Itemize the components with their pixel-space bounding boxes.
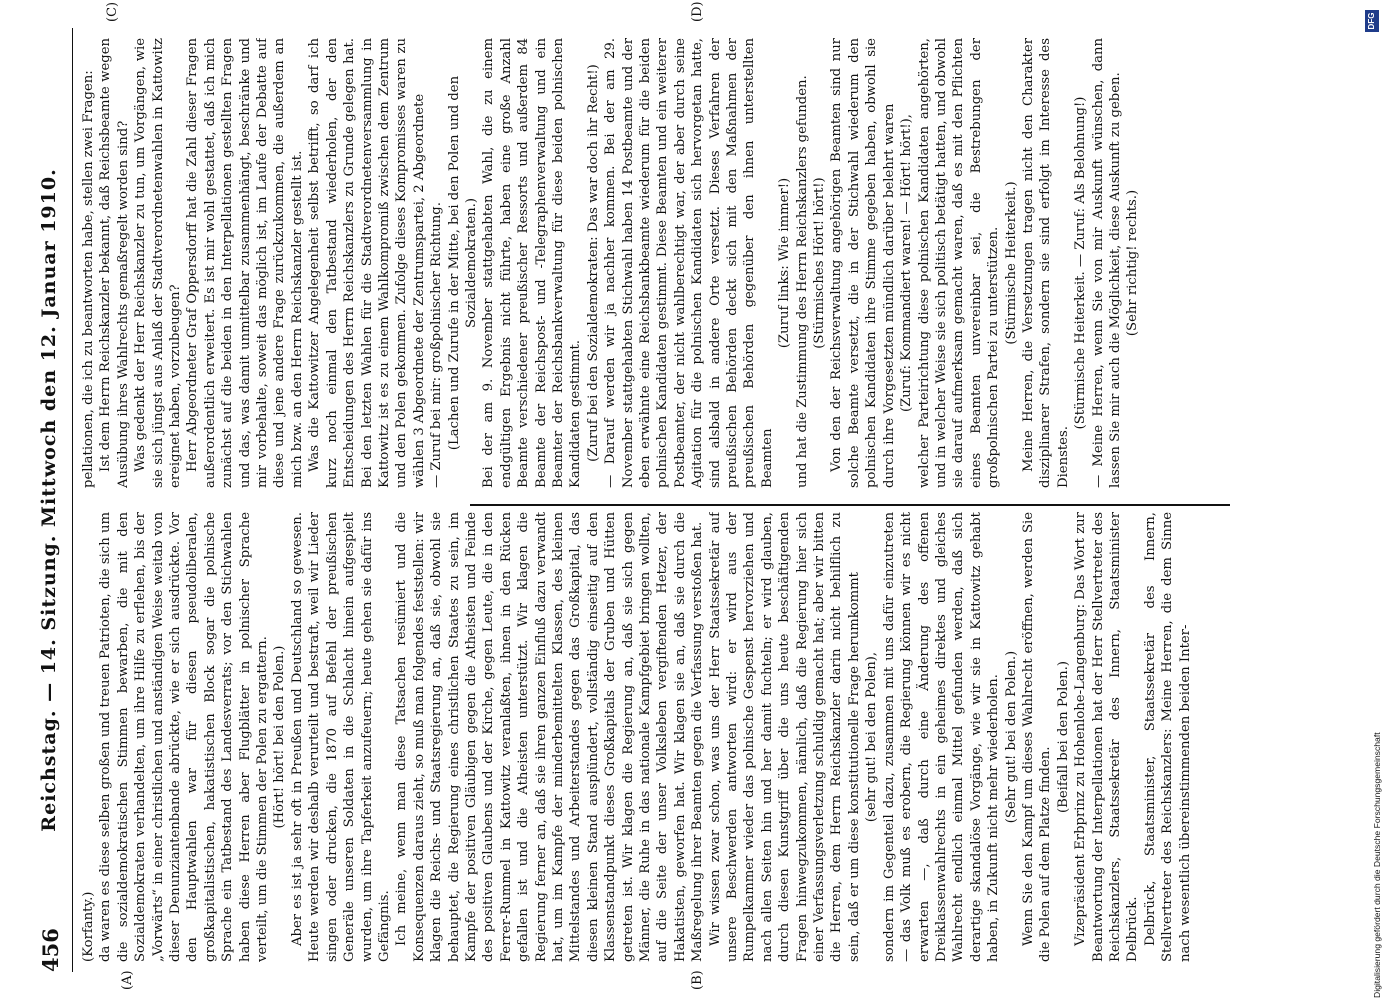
paragraph: Wir wissen zwar schon, was uns der Herr Staatssekretär auf unsere Beschwerden antworten wird: er wird aus der Rumpelkammer wieder das polnische Gespenst hervorziehen und nach allen Seiten hin und her damit fuchteln; er wird glauben, durch diesen Kunstgriff über die uns heute beschäftigenden Fragen hinwegzukommen, nämlich, daß die Regierung hier sich einer Verfassungsverletzung schuldig gemacht hat; aber wir bitten die Herren, dem Herrn Reichskanzler darin nicht behilflich zu sein, daß er um diese konstitutionelle Frage herumkommt bbox=[707, 512, 862, 962]
interjection: (Zuruf: Kommandiert waren! — Hört! hört!), bbox=[899, 114, 915, 413]
paragraph: Bei der am 9. November stattgehabten Wahl, die zu einem endgültigen Ergebnis nicht führte, haben eine große Anzahl Beamte verschiedener preußischer Ressorts und außerdem 84 Beamte der Reichspost- und -Telegraphenverwaltung und ein Beamter der Reichsbankverwaltung für diese beiden polnischen Kandidaten gestimmt. bbox=[481, 38, 584, 488]
header-rule bbox=[72, 28, 73, 972]
paragraph: Herr Abgeordneter Graf Oppersdorff hat die Zahl dieser Fragen außerordentlich erweitert. Es ist mir wohl gestattet, daß ich mich zunächst auf die beiden in den Interpellationen gestellten Fragen und das, was damit unmittelbar zusammenhängt, beschränke und mir vorbehalte, soweit das möglich ist, im Laufe der Debatte auf diese und jene andere Frage zurückzukommen, die außerdem an mich bzw. an den Herrn Reichskanzler gestellt ist. bbox=[185, 38, 305, 488]
paragraph: — Meine Herren, wenn Sie von mir Auskunft wünschen, dann lassen Sie mir auch die Möglichkeit, diese Auskunft zu geben. bbox=[1090, 38, 1123, 488]
paragraph: Meine Herren, die Versetzungen tragen nicht den Charakter disziplinarer Strafen, sondern sie sind erfolgt im Interesse des Dienstes. bbox=[1020, 38, 1071, 488]
paragraph: welcher Parteirichtung diese polnischen Kandidaten angehörten, und in welcher Weise sie sich politisch betätigt hatten, und obwohl sie darauf aufmerksam gemacht waren, daß es mit den Pflichten eines Beamten unvereinbar sei, die Bestrebungen der großpolnischen Partei zu unterstützen. bbox=[916, 38, 1002, 488]
paragraph: Aber es ist ja sehr oft in Preußen und Deutschland so gewesen. Heute werden wir deshalb verurteilt und bestraft, weil wir Lieder singen oder drucken, die 1870 auf Befehl der preußischen Generäle unseren Soldaten in die Schlacht hinein aufgespielt wurden, um ihre Tapferkeit anzufeuern; heute gehen sie dafür ins Gefängnis. bbox=[289, 512, 392, 962]
paragraph: Wenn Sie den Kampf um dieses Wahlrecht eröffnen, werden Sie die Polen auf dem Platze finden. bbox=[1020, 512, 1054, 962]
interjection: (Lachen und Zurufe in der Mitte, bei den Polen und den Sozialdemokraten.) bbox=[446, 75, 479, 451]
speaker-paragraph: Delbrück, Staatsminister, Staatssekretär des Innern, Stellvertreter des Reichskanzlers: Meine Herren, die dem Sinne nach wesentlich übereinstimmenden beiden Inter- bbox=[1142, 512, 1193, 962]
left-column bbox=[80, 512, 1240, 962]
margin-marker-a: (A) bbox=[120, 970, 135, 990]
running-title: Reichstag. — 14. Sitzung. Mittwoch den 12. Januar 1910. bbox=[38, 168, 60, 832]
interjection: (Zuruf links: Wie immer!) bbox=[777, 177, 793, 349]
digitization-credit: Digitalisierung gefördert durch die Deutsche Forschungsgemeinschaft bbox=[1372, 732, 1382, 998]
paragraph: pellationen, die ich zu beantworten habe, stellen zwei Fragen: bbox=[81, 70, 96, 488]
interjection: (Sehr richtig! rechts.) bbox=[1125, 189, 1141, 337]
interjection: (Stürmisches Hört! hört!) bbox=[812, 177, 828, 349]
interjection: (Beifall bei den Polen.) bbox=[1055, 661, 1071, 813]
paragraph: Was die Kattowitzer Angelegenheit selbst betrifft, so darf ich kurz noch einmal den Tatbestand wiederholen, der den Entscheidungen des Herrn Reichskanzlers zu Grunde gelegen hat. Bei den letzten Wahlen für die Stadtverordnetenversammlung in Kattowitz ist es zu einem Wahlkompromiß zwischen dem Zentrum und den Polen gekommen. Zufolge dieses Kompromisses waren zu wählen 3 Abgeordnete der Zentrumspartei, 2 Abgeordnete bbox=[307, 38, 427, 488]
speaker-announcement: Vizepräsident Erbprinz zu Hohenlohe-Langenburg: Das Wort zur Beantwortung der Interpellationen hat der Herr Stellvertreter des Reichskanzlers, Staatssekretär des Innern, Staatsminister Delbrück. bbox=[1073, 512, 1141, 962]
interjection: (Stürmische Heiterkeit. — Zuruf: Als Belohnung!) bbox=[1073, 96, 1089, 430]
paragraph: da waren es diese selben großen und treuen Patrioten, die sich um die sozialdemokratischen Stimmen bewarben, die mit den Sozialdemokraten verhandelten, um ihre Hilfe zu erflehen, bis der „Vorwärts“ in einer christlichen und anständigen Weise weitab von dieser Denunziantenbande abrückte, wie er sich ausdrückte. Vor den Hauptwahlen war für diesen pseudoliberalen, großkapitalistischen, hakatistischen Block sogar die polnische Sprache ein Tatbestand des Landesverrats; vor den Stichwahlen haben diese Herren aber Flugblätter in polnischer Sprache verteilt, um die Stimmen der Polen zu ergattern. bbox=[98, 512, 271, 962]
interjection: (Stürmische Heiterkeit.) bbox=[1003, 181, 1019, 345]
quoted-question: Ist dem Herrn Reichskanzler bekannt, daß Reichsbeamte wegen Ausübung ihres Wahlrechts gemaßregelt worden sind? bbox=[98, 38, 131, 488]
interjection: — Zuruf bei mir: großpolnischer Richtung. bbox=[429, 202, 445, 488]
interjection: (Sehr gut! bei den Polen.) bbox=[1003, 650, 1019, 824]
interjection: (sehr gut! bei den Polen), bbox=[864, 651, 880, 823]
page-number: 456 bbox=[38, 928, 63, 972]
interjection: (Hört! hört! bei den Polen.) bbox=[272, 645, 288, 829]
dfg-logo: DFG bbox=[1365, 10, 1379, 32]
page-header bbox=[30, 28, 70, 972]
right-column bbox=[80, 38, 1240, 488]
speaker-continued: (Korfanty.) bbox=[81, 891, 96, 962]
paragraph: — Darauf werden wir ja nachher kommen. Bei der am 29. November stattgehabten Stichwahl haben 14 Postbeamte und der eben erwähnte eine Reichsbankbeamte wiederum für die beiden polnischen Kandidaten gestimmt. Diese Beamten und ein weiterer Postbeamter, der nicht wahlberechtigt war, der aber durch seine Agitation für die polnischen Kandidaten sich hervorgetan hatte, sind alsbald in andere Orte versetzt. Dieses Verfahren der preußischen Behörden deckt sich mit den Maßnahmen der preußischen Behörden gegenüber den ihnen unterstellten Beamten bbox=[603, 38, 775, 488]
paragraph: Von den der Reichsverwaltung angehörigen Beamten sind nur solche Beamte versetzt, die in der Stichwahl wiederum den polnischen Kandidaten ihre Stimme gegeben haben, obwohl sie durch ihre Vorgesetzten mündlich darüber belehrt waren bbox=[829, 38, 897, 488]
column-divider bbox=[470, 504, 1230, 506]
paragraph: sondern im Gegenteil dazu, zusammen mit uns dafür einzutreten — das Volk muß es erobern, die Regierung können wir es nicht erwarten —, daß durch eine Änderung des offenen Dreiklassenwahlrechts in ein geheimes direktes und gleiches Wahlrecht endlich einmal Mittel gefunden werden, daß sich derartige skandalöse Vorgänge, wie wir sie in Kattowitz gehabt haben, in Zukunft nicht mehr wiederholen. bbox=[881, 512, 1002, 962]
margin-marker-b: (B) bbox=[690, 970, 705, 990]
margin-marker-d: (D) bbox=[690, 1, 705, 22]
quoted-question: Was gedenkt der Herr Reichskanzler zu tun, um Vorgängen, wie sie sich jüngst aus Anlaß der Stadtverordnetenwahlen in Kattowitz ereignet haben, vorzubeugen? bbox=[133, 38, 184, 488]
margin-marker-c: (C) bbox=[105, 1, 120, 22]
paragraph: Ich meine, wenn man diese Tatsachen resümiert und die Konsequenzen daraus zieht, so muß man folgendes feststellen: wir klagen die Reichs- und Staatsregierung an, daß sie, obwohl sie behauptet, die Regierung eines christlichen Staates zu sein, im Kampfe der positiven Gläubigen gegen die Atheisten und Feinde des positiven Glaubens und der Kirche, gegen Leute, die in den Ferrer-Rummel in Kattowitz veranlaßten, ihnen in den Rücken gefallen ist und die Atheisten unterstützt. Wir klagen die Regierung ferner an, daß sie ihren ganzen Einfluß dazu verwandt hat, um im Kampfe der minderbemittelten Klassen, des kleinen Mittelstandes und Arbeiterstandes gegen das Großkapital, das diesen kleinen Stand ausplündert, vollständig einseitig auf den Klassenstandpunkt dieses Großkapitals der Gruben und Hütten getreten ist. Wir klagen die Regierung an, daß sie sich gegen Männer, die Ruhe in das nationale Kampfgebiet bringen wollten, auf die Seite der unser Volksleben vergiftenden Hetzer, der Hakatisten, geworfen hat. Wir klagen sie an, daß sie durch die Maßregelung ihrer Beamten gegen die Verfassung verstoßen hat. bbox=[394, 512, 706, 962]
interjection: (Zuruf bei den Sozialdemokraten: Das war doch ihr Recht!) bbox=[585, 64, 601, 462]
paragraph: und hat die Zustimmung des Herrn Reichskanzlers gefunden. bbox=[794, 75, 810, 488]
